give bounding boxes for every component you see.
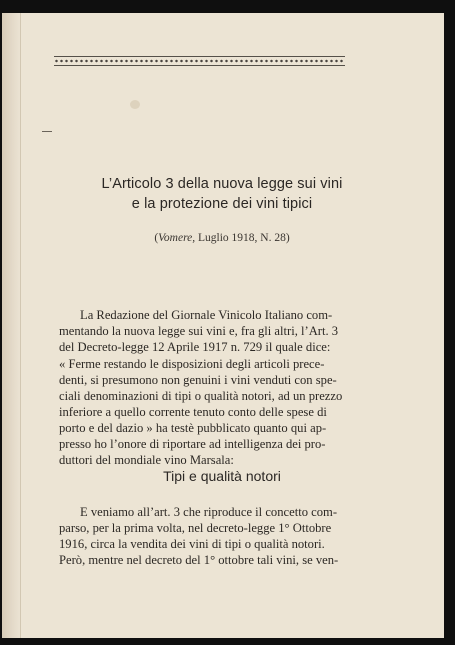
article-source (42, 232, 402, 244)
article-title-line-2: e la protezione dei vini tipici (131, 196, 313, 212)
pencil-mark (42, 131, 52, 132)
source-open-paren: ( (154, 232, 159, 244)
paragraph1-line: inferiore a quello corrente tenuto conto delle spese di (59, 405, 327, 419)
paragraph1-line: denti, si presumono non genuini i vini venduti con spe- (59, 373, 337, 387)
document-page (2, 13, 444, 638)
paragraph2-line: Però, mentre nel decreto del 1° ottobre tali vini, se ven- (59, 553, 339, 567)
paragraph1-line: La Redazione del Giornale Vinicolo Italiano com- (80, 308, 333, 322)
article-title-line-1: L’Articolo 3 della nuova legge sui vini (101, 176, 343, 192)
source-date: Luglio 1918, N. 28) (195, 232, 290, 244)
paragraph1-line: « Ferme restando le disposizioni degli articoli prece- (59, 357, 325, 371)
section-heading: Tipi e qualità notori (163, 468, 281, 484)
ornamental-rule (54, 56, 345, 66)
paragraph2-line: 1916, circa la vendita dei vini di tipi o qualità notori. (59, 537, 325, 551)
paragraph1-line: duttori del mondiale vino Marsala: (59, 453, 234, 467)
paragraph1-line: presso ho l’onore di riportare ad intelligenza dei pro- (59, 437, 326, 451)
paper-stain (130, 100, 140, 109)
paragraph1-line: mentando la nuova legge sui vini e, fra gli altri, l’Art. 3 (59, 324, 339, 338)
paragraph1-line: porto e del dazio » ha testè pubblicato quanto qui ap- (59, 421, 327, 435)
source-publication: Vomere, (158, 232, 196, 244)
paragraph2-line: E veniamo all’art. 3 che riproduce il concetto com- (80, 505, 338, 519)
paragraph2-line: parso, per la prima volta, nel decreto-legge 1° Ottobre (59, 521, 332, 535)
paragraph1-line: del Decreto-legge 12 Aprile 1917 n. 729 il quale dice: (59, 340, 331, 354)
paragraph1-line: ciali denominazioni di tipi o qualità notori, ad un prezzo (59, 389, 343, 403)
page-spine (2, 13, 21, 638)
